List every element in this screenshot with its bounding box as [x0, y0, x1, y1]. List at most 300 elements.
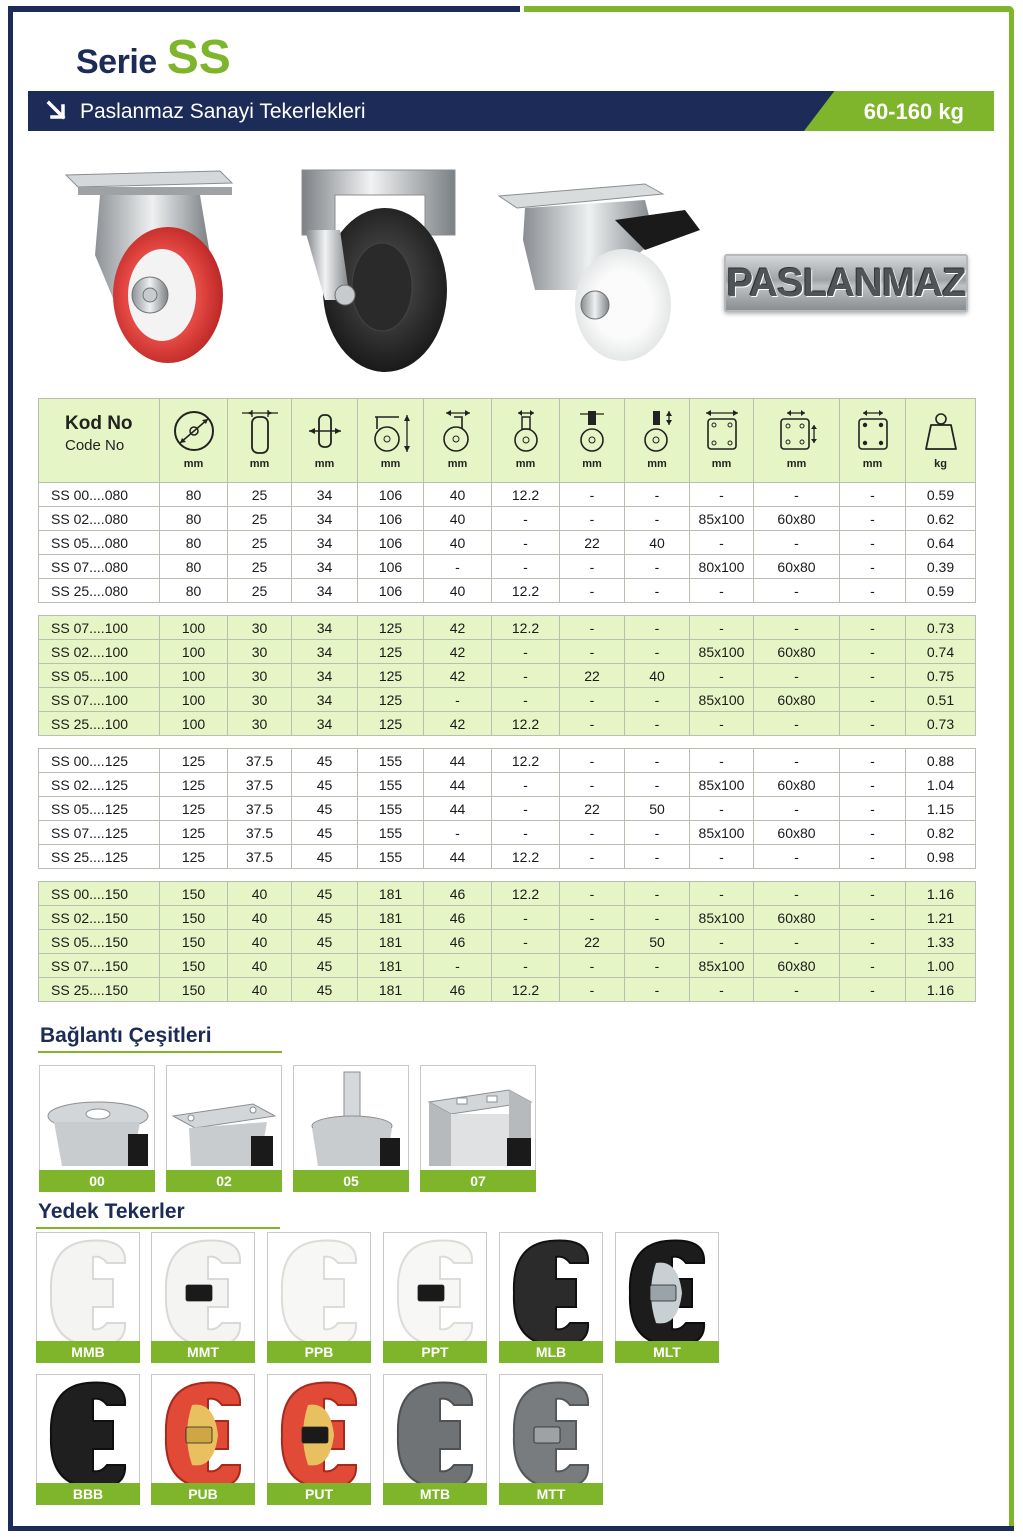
spec-table: [38, 398, 976, 1002]
table-cell: 0.82: [906, 821, 976, 845]
spare-wheel-icon: [616, 1233, 720, 1343]
table-cell: 150: [160, 954, 228, 978]
col-bolt-spacing: [754, 399, 840, 483]
table-cell: -: [625, 882, 690, 906]
spare-wheel-label: MLB: [499, 1341, 603, 1363]
table-cell: 106: [358, 579, 424, 603]
table-cell: 125: [358, 688, 424, 712]
table-cell: 44: [424, 773, 492, 797]
table-cell: -: [492, 821, 560, 845]
table-cell: 60x80: [754, 555, 840, 579]
table-cell: 42: [424, 664, 492, 688]
table-cell: -: [754, 930, 840, 954]
table-cell: -: [560, 507, 625, 531]
table-cell: 25: [228, 555, 292, 579]
code-column-header: [39, 399, 160, 483]
table-row: [39, 507, 976, 531]
product-code-cell: SS 00....150: [39, 882, 160, 906]
table-cell: -: [625, 688, 690, 712]
col-wheel-diameter: [160, 399, 228, 483]
table-cell: 45: [292, 821, 358, 845]
table-cell: 40: [625, 664, 690, 688]
table-cell: 37.5: [228, 797, 292, 821]
table-cell: -: [840, 616, 906, 640]
table-cell: -: [625, 821, 690, 845]
table-cell: 1.16: [906, 882, 976, 906]
table-cell: 85x100: [690, 773, 754, 797]
table-cell: 40: [625, 531, 690, 555]
table-cell: -: [754, 749, 840, 773]
product-code-cell: SS 25....080: [39, 579, 160, 603]
table-cell: -: [560, 749, 625, 773]
col-stem-diameter: [560, 399, 625, 483]
spare-wheel-mtt: [499, 1374, 603, 1505]
product-code-cell: SS 05....150: [39, 930, 160, 954]
table-cell: 0.75: [906, 664, 976, 688]
swivel-brake-white-caster-image: [495, 180, 705, 365]
table-cell: 37.5: [228, 821, 292, 845]
table-cell: 42: [424, 616, 492, 640]
table-cell: 46: [424, 882, 492, 906]
table-cell: -: [492, 954, 560, 978]
product-code-cell: SS 05....100: [39, 664, 160, 688]
table-cell: -: [840, 821, 906, 845]
table-cell: -: [560, 483, 625, 507]
table-cell: 155: [358, 749, 424, 773]
serie-label: Serie: [76, 43, 157, 81]
table-cell: 0.39: [906, 555, 976, 579]
table-cell: 125: [358, 712, 424, 736]
spare-wheel-label: PPT: [383, 1341, 487, 1363]
spare-wheel-label: PPB: [267, 1341, 371, 1363]
table-cell: -: [560, 845, 625, 869]
table-cell: 25: [228, 507, 292, 531]
frame-top-navy: [8, 6, 520, 12]
table-cell: 85x100: [690, 954, 754, 978]
spare-wheel-put: [267, 1374, 371, 1505]
table-cell: 60x80: [754, 688, 840, 712]
table-cell: -: [840, 845, 906, 869]
table-cell: 100: [160, 616, 228, 640]
table-cell: -: [690, 664, 754, 688]
product-code-cell: SS 07....100: [39, 688, 160, 712]
table-cell: 181: [358, 954, 424, 978]
fixed-black-caster-image: [290, 165, 470, 380]
table-cell: -: [625, 483, 690, 507]
col-plate-size: [690, 399, 754, 483]
table-cell: -: [690, 978, 754, 1002]
table-cell: -: [840, 712, 906, 736]
product-code-cell: SS 05....125: [39, 797, 160, 821]
table-cell: 80: [160, 579, 228, 603]
product-code-cell: SS 25....100: [39, 712, 160, 736]
table-cell: -: [625, 773, 690, 797]
table-cell: -: [625, 555, 690, 579]
overall-height-icon: [369, 409, 413, 455]
group-spacer: [39, 603, 976, 616]
spare-wheel-label: MMB: [36, 1341, 140, 1363]
code-header-en: Code No: [65, 437, 125, 454]
table-cell: 0.62: [906, 507, 976, 531]
frame-top-green: [524, 6, 1014, 12]
product-code-cell: SS 07....150: [39, 954, 160, 978]
baglanti-title: Bağlantı Çeşitleri: [40, 1024, 212, 1047]
table-cell: -: [840, 749, 906, 773]
table-cell: -: [492, 555, 560, 579]
table-cell: 44: [424, 797, 492, 821]
product-code-cell: SS 25....125: [39, 845, 160, 869]
group-spacer: [39, 736, 976, 749]
table-cell: 80: [160, 555, 228, 579]
table-cell: 0.88: [906, 749, 976, 773]
table-cell: 80: [160, 483, 228, 507]
frame-right: [1009, 6, 1014, 1531]
table-cell: 42: [424, 712, 492, 736]
spare-wheel-icon: [384, 1233, 488, 1343]
table-cell: 40: [424, 579, 492, 603]
weight-range: 60-160 kg: [863, 99, 964, 124]
table-cell: -: [560, 906, 625, 930]
fixed-plate-mount-icon: [421, 1066, 537, 1171]
table-cell: -: [754, 882, 840, 906]
table-cell: 85x100: [690, 906, 754, 930]
table-cell: -: [492, 640, 560, 664]
table-cell: 125: [358, 640, 424, 664]
table-cell: 40: [228, 954, 292, 978]
table-cell: -: [840, 688, 906, 712]
table-cell: 1.33: [906, 930, 976, 954]
table-cell: 0.59: [906, 483, 976, 507]
table-cell: -: [840, 797, 906, 821]
hole-icon: [851, 409, 895, 455]
spare-wheel-mmb: [36, 1232, 140, 1363]
table-cell: -: [492, 507, 560, 531]
yedek-title: Yedek Tekerler: [38, 1200, 185, 1223]
table-cell: 0.64: [906, 531, 976, 555]
hub-length-icon: [303, 409, 347, 453]
table-cell: 50: [625, 930, 690, 954]
table-cell: 45: [292, 954, 358, 978]
table-cell: 34: [292, 640, 358, 664]
product-code-cell: SS 02....080: [39, 507, 160, 531]
table-cell: -: [625, 640, 690, 664]
unit-label: mm: [711, 458, 732, 470]
spare-wheel-mlt: [615, 1232, 719, 1363]
mount-label: 05: [293, 1170, 409, 1192]
table-cell: -: [754, 616, 840, 640]
table-cell: 60x80: [754, 640, 840, 664]
bolt-hole-icon: [504, 409, 548, 455]
table-cell: -: [690, 882, 754, 906]
table-cell: -: [840, 882, 906, 906]
table-cell: 40: [228, 978, 292, 1002]
table-cell: 12.2: [492, 483, 560, 507]
table-cell: 85x100: [690, 507, 754, 531]
table-cell: -: [754, 845, 840, 869]
table-cell: -: [840, 664, 906, 688]
table-cell: 125: [160, 821, 228, 845]
table-cell: -: [625, 845, 690, 869]
table-cell: -: [840, 555, 906, 579]
spare-wheel-icon: [152, 1233, 256, 1343]
table-cell: -: [690, 616, 754, 640]
spare-wheel-icon: [268, 1375, 372, 1485]
table-cell: 0.98: [906, 845, 976, 869]
unit-label: mm: [647, 458, 667, 470]
spare-wheel-icon: [500, 1233, 604, 1343]
table-cell: 34: [292, 555, 358, 579]
table-cell: 125: [160, 797, 228, 821]
product-code-cell: SS 02....150: [39, 906, 160, 930]
wheel-diameter-icon: [172, 409, 216, 453]
table-cell: -: [560, 882, 625, 906]
table-cell: 150: [160, 930, 228, 954]
unit-label: mm: [183, 458, 204, 470]
table-cell: 22: [560, 531, 625, 555]
table-cell: 85x100: [690, 640, 754, 664]
mount-option-00: [39, 1065, 155, 1192]
spare-wheel-mtb: [383, 1374, 487, 1505]
bolt-spacing-icon: [775, 409, 819, 455]
table-cell: 106: [358, 555, 424, 579]
table-cell: 100: [160, 712, 228, 736]
spare-wheel-pub: [151, 1374, 255, 1505]
product-code-cell: SS 02....125: [39, 773, 160, 797]
unit-label: mm: [786, 458, 807, 470]
mount-label: 00: [39, 1170, 155, 1192]
product-code-cell: SS 25....150: [39, 978, 160, 1002]
mount-option-07: [420, 1065, 536, 1192]
table-cell: 45: [292, 930, 358, 954]
table-cell: 46: [424, 978, 492, 1002]
table-cell: -: [690, 930, 754, 954]
table-cell: -: [754, 483, 840, 507]
table-cell: 150: [160, 882, 228, 906]
table-cell: -: [560, 688, 625, 712]
table-row: [39, 978, 976, 1002]
table-cell: 40: [228, 882, 292, 906]
table-cell: -: [424, 821, 492, 845]
table-cell: 12.2: [492, 616, 560, 640]
table-cell: -: [840, 507, 906, 531]
table-row: [39, 954, 976, 978]
table-cell: -: [754, 579, 840, 603]
table-cell: 34: [292, 616, 358, 640]
table-cell: 125: [160, 773, 228, 797]
baglanti-underline: [38, 1051, 282, 1053]
col-hub-length: [292, 399, 358, 483]
table-cell: 125: [358, 664, 424, 688]
product-code-cell: SS 07....080: [39, 555, 160, 579]
table-cell: 12.2: [492, 978, 560, 1002]
table-cell: -: [560, 978, 625, 1002]
table-cell: 46: [424, 906, 492, 930]
table-row: [39, 579, 976, 603]
table-cell: -: [840, 531, 906, 555]
table-cell: 30: [228, 712, 292, 736]
table-cell: 45: [292, 797, 358, 821]
col-stem-length: [625, 399, 690, 483]
table-cell: -: [840, 906, 906, 930]
table-cell: 34: [292, 688, 358, 712]
table-cell: 46: [424, 930, 492, 954]
table-cell: -: [840, 579, 906, 603]
plate-mount-icon: [167, 1066, 283, 1171]
table-cell: 40: [228, 930, 292, 954]
table-cell: 30: [228, 664, 292, 688]
table-cell: 85x100: [690, 821, 754, 845]
group-spacer: [39, 869, 976, 882]
table-cell: 125: [160, 749, 228, 773]
table-row: [39, 712, 976, 736]
table-cell: -: [625, 579, 690, 603]
table-cell: 181: [358, 978, 424, 1002]
plate-size-icon: [700, 409, 744, 455]
table-cell: 150: [160, 978, 228, 1002]
spare-wheel-mmt: [151, 1232, 255, 1363]
table-cell: 125: [160, 845, 228, 869]
table-cell: -: [424, 555, 492, 579]
table-cell: -: [625, 616, 690, 640]
table-cell: 12.2: [492, 882, 560, 906]
table-row: [39, 616, 976, 640]
table-cell: 40: [228, 906, 292, 930]
table-cell: -: [492, 664, 560, 688]
table-cell: -: [840, 640, 906, 664]
col-overall-height: [358, 399, 424, 483]
stainless-badge: [724, 254, 968, 312]
table-cell: 0.74: [906, 640, 976, 664]
product-code-cell: SS 05....080: [39, 531, 160, 555]
table-cell: 150: [160, 906, 228, 930]
table-cell: -: [492, 773, 560, 797]
product-code-cell: SS 07....125: [39, 821, 160, 845]
table-cell: 106: [358, 507, 424, 531]
table-cell: 80: [160, 531, 228, 555]
table-cell: -: [690, 579, 754, 603]
table-cell: -: [560, 555, 625, 579]
table-cell: 181: [358, 930, 424, 954]
spare-wheel-ppb: [267, 1232, 371, 1363]
table-row: [39, 821, 976, 845]
spare-wheel-icon: [37, 1375, 141, 1485]
table-cell: -: [690, 531, 754, 555]
table-cell: 1.15: [906, 797, 976, 821]
table-cell: 45: [292, 749, 358, 773]
table-row: [39, 882, 976, 906]
stainless-badge-text: PASLANMAZ: [726, 260, 966, 305]
table-cell: -: [424, 688, 492, 712]
table-cell: 34: [292, 664, 358, 688]
unit-label: mm: [314, 458, 335, 470]
table-cell: -: [754, 712, 840, 736]
table-cell: -: [840, 978, 906, 1002]
table-cell: 45: [292, 906, 358, 930]
table-cell: -: [560, 616, 625, 640]
spare-wheel-icon: [500, 1375, 604, 1485]
table-cell: 12.2: [492, 845, 560, 869]
stem-mount-icon: [294, 1066, 410, 1171]
table-cell: 37.5: [228, 749, 292, 773]
table-cell: 60x80: [754, 954, 840, 978]
table-cell: 40: [424, 483, 492, 507]
table-row: [39, 906, 976, 930]
table-cell: -: [492, 906, 560, 930]
subtitle-banner: [28, 91, 994, 131]
table-cell: -: [690, 749, 754, 773]
table-cell: 1.16: [906, 978, 976, 1002]
table-cell: 125: [358, 616, 424, 640]
unit-label: mm: [249, 458, 270, 470]
table-cell: 60x80: [754, 821, 840, 845]
table-cell: -: [625, 749, 690, 773]
spare-wheel-icon: [152, 1375, 256, 1485]
table-row: [39, 531, 976, 555]
table-cell: 0.59: [906, 579, 976, 603]
table-cell: -: [625, 978, 690, 1002]
table-cell: 1.04: [906, 773, 976, 797]
unit-label: mm: [380, 458, 401, 470]
table-cell: 181: [358, 882, 424, 906]
table-cell: 45: [292, 978, 358, 1002]
code-header: Kod No: [65, 413, 133, 434]
stem-length-icon: [635, 409, 679, 455]
table-cell: 155: [358, 821, 424, 845]
frame-bottom: [8, 1526, 1014, 1531]
serie-code: SS: [166, 31, 231, 84]
col-bolt-hole: [492, 399, 560, 483]
unit-label: mm: [515, 458, 536, 470]
mount-option-02: [166, 1065, 282, 1192]
wheel-width-icon: [238, 409, 282, 455]
banner-subtitle: Paslanmaz Sanayi Tekerlekleri: [80, 100, 366, 123]
table-cell: -: [690, 797, 754, 821]
table-cell: -: [625, 712, 690, 736]
spare-wheel-label: MTT: [499, 1483, 603, 1505]
table-cell: 22: [560, 797, 625, 821]
spare-wheel-ppt: [383, 1232, 487, 1363]
frame-left: [8, 6, 13, 1531]
table-cell: 37.5: [228, 773, 292, 797]
table-header-row: [39, 399, 976, 483]
table-cell: 80x100: [690, 555, 754, 579]
table-cell: 106: [358, 531, 424, 555]
table-cell: -: [625, 954, 690, 978]
spare-wheel-icon: [37, 1233, 141, 1343]
table-cell: 44: [424, 845, 492, 869]
table-row: [39, 930, 976, 954]
swivel-red-caster-image: [60, 165, 240, 370]
table-cell: -: [560, 640, 625, 664]
table-cell: 34: [292, 531, 358, 555]
mount-label: 02: [166, 1170, 282, 1192]
table-cell: -: [754, 797, 840, 821]
table-cell: -: [560, 773, 625, 797]
spare-wheel-bbb: [36, 1374, 140, 1505]
unit-label: mm: [447, 458, 468, 470]
table-row: [39, 773, 976, 797]
table-cell: 155: [358, 845, 424, 869]
table-cell: -: [840, 954, 906, 978]
table-cell: -: [840, 773, 906, 797]
table-cell: 100: [160, 688, 228, 712]
table-cell: -: [754, 531, 840, 555]
spare-wheel-label: PUB: [151, 1483, 255, 1505]
table-cell: 45: [292, 882, 358, 906]
table-cell: 85x100: [690, 688, 754, 712]
table-cell: 12.2: [492, 579, 560, 603]
table-cell: 25: [228, 531, 292, 555]
